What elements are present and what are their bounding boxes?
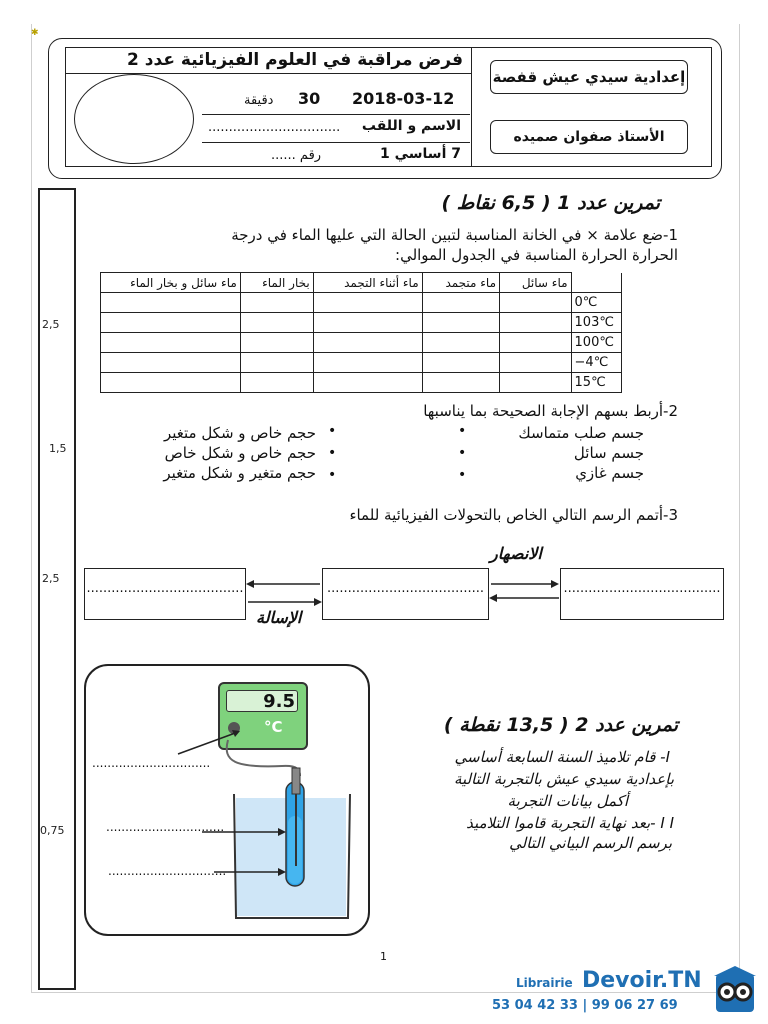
exercise2-line2: بإعدادية سيدي عيش بالتجربة التالية bbox=[453, 770, 674, 788]
state-box-left[interactable]: ...................................... bbox=[84, 568, 246, 620]
melting-label: الانصهار bbox=[490, 544, 542, 563]
states-table bbox=[100, 272, 622, 393]
name-label: الاسم و اللقب bbox=[361, 118, 461, 134]
match-right-item: حجم خاص و شكل متغير bbox=[163, 424, 316, 442]
exercise1-q2: 2-أربط بسهم الإجابة الصحيحة بما يناسبها bbox=[423, 402, 678, 420]
temperature-cell: −4℃ bbox=[571, 353, 621, 373]
state-box-middle[interactable]: ...................................... bbox=[322, 568, 489, 620]
score-q3: 2,5 bbox=[42, 572, 60, 585]
thermometer-unit: °C bbox=[264, 718, 283, 736]
table-header-row bbox=[101, 273, 622, 293]
table-row bbox=[101, 353, 622, 373]
bullet-icon[interactable]: • bbox=[328, 445, 337, 461]
exercise1-q1-line1: 1-ضع علامة × في الخانة المناسبة لتبين الحالة التي عليها الماء في درجة bbox=[231, 226, 678, 244]
score-ex2: 0,75 bbox=[40, 824, 65, 837]
page-number: 1 bbox=[380, 950, 387, 963]
phone-numbers: 53 04 42 33 | 99 06 27 69 bbox=[492, 998, 678, 1013]
exercise1-title: تمرين عدد 1 ( 6,5 نقاط ) bbox=[441, 192, 660, 214]
state-box-right[interactable]: ...................................... bbox=[560, 568, 724, 620]
table-row bbox=[101, 313, 622, 333]
experiment-figure bbox=[84, 664, 370, 936]
duration-unit: دقيقة bbox=[244, 93, 274, 108]
temperature-cell: 15℃ bbox=[571, 373, 621, 393]
school-info-box bbox=[471, 47, 712, 167]
exercise2-line5: برسم الرسم البياني التالي bbox=[509, 834, 672, 852]
label-blank-2[interactable]: ............................... bbox=[106, 820, 225, 834]
exercise2-line3: أكمل بيانات التجربة bbox=[507, 792, 628, 810]
score-q1: 2,5 bbox=[42, 318, 60, 331]
label-blank-1[interactable]: ............................... bbox=[92, 756, 211, 770]
brand-small: Librairie bbox=[516, 976, 573, 990]
table-header: ماء سائل bbox=[500, 273, 572, 293]
exam-title: فرض مراقبة في العلوم الفيزيائية عدد 2 bbox=[127, 50, 463, 70]
table-header: ماء سائل و بخار الماء bbox=[101, 273, 241, 293]
name-field[interactable]: ................................ bbox=[208, 120, 341, 135]
photo-oval bbox=[74, 74, 194, 164]
bullet-icon[interactable]: • bbox=[328, 423, 337, 439]
bullet-icon[interactable]: • bbox=[458, 445, 467, 461]
table-header: ماء متجمد bbox=[422, 273, 499, 293]
match-right-item: حجم خاص و شكل خاص bbox=[164, 444, 316, 462]
bullet-icon[interactable]: • bbox=[328, 467, 337, 483]
score-q2: 1,5 bbox=[49, 442, 67, 455]
experiment-drawing bbox=[86, 666, 368, 934]
brand-name[interactable]: Devoir.TN bbox=[582, 968, 702, 993]
exercise1-q1-line2: الحرارة الحرارة المناسبة في الجدول الموالي: bbox=[395, 246, 678, 264]
exercise2-line1: I- قام تلاميذ السنة السابعة أساسي bbox=[454, 748, 670, 766]
table-header: ماء أثناء التجمد bbox=[313, 273, 422, 293]
table-row bbox=[101, 333, 622, 353]
exam-date: 2018-03-12 bbox=[352, 89, 455, 108]
temperature-cell: 100℃ bbox=[571, 333, 621, 353]
exercise2-line4: I I -بعد نهاية التجربة قاموا التلاميذ bbox=[466, 814, 674, 832]
exercise2-title: تمرين عدد 2 ( 13,5 نقطة ) bbox=[443, 714, 678, 736]
teacher-name: الأستاذ صفوان صميده bbox=[490, 120, 688, 154]
exercise1-q3: 3-أتمم الرسم التالي الخاص بالتحولات الفيزيائية للماء bbox=[349, 506, 678, 524]
label-blank-3[interactable]: ............................... bbox=[108, 864, 227, 878]
melting-arrows-icon bbox=[487, 570, 561, 620]
match-left-item: جسم سائل bbox=[573, 444, 644, 462]
thermometer-display: 9.5 bbox=[226, 690, 298, 712]
bullet-icon[interactable]: • bbox=[458, 423, 467, 439]
exam-info-box bbox=[65, 47, 472, 167]
school-name: إعدادية سيدي عيش قفصة bbox=[490, 60, 688, 94]
owl-logo-icon bbox=[712, 964, 758, 1018]
corner-mark-icon: ✱ bbox=[31, 28, 39, 38]
bullet-icon[interactable]: • bbox=[458, 467, 467, 483]
number-field[interactable]: رقم ...... bbox=[271, 148, 322, 163]
temperature-cell: 103℃ bbox=[571, 313, 621, 333]
duration-value: 30 bbox=[298, 89, 321, 108]
class-label: 7 أساسي 1 bbox=[379, 146, 461, 162]
exam-header bbox=[48, 38, 722, 179]
temperature-cell: 0℃ bbox=[571, 293, 621, 313]
table-row bbox=[101, 373, 622, 393]
liquefaction-label: الإسالة bbox=[256, 608, 302, 627]
match-left-item: جسم غازي bbox=[575, 464, 644, 482]
match-right-item: حجم متغير و شكل متغير bbox=[163, 464, 316, 482]
match-left-item: جسم صلب متماسك bbox=[518, 424, 644, 442]
table-header: بخار الماء bbox=[240, 273, 313, 293]
score-margin-column bbox=[38, 188, 76, 990]
table-row bbox=[101, 293, 622, 313]
